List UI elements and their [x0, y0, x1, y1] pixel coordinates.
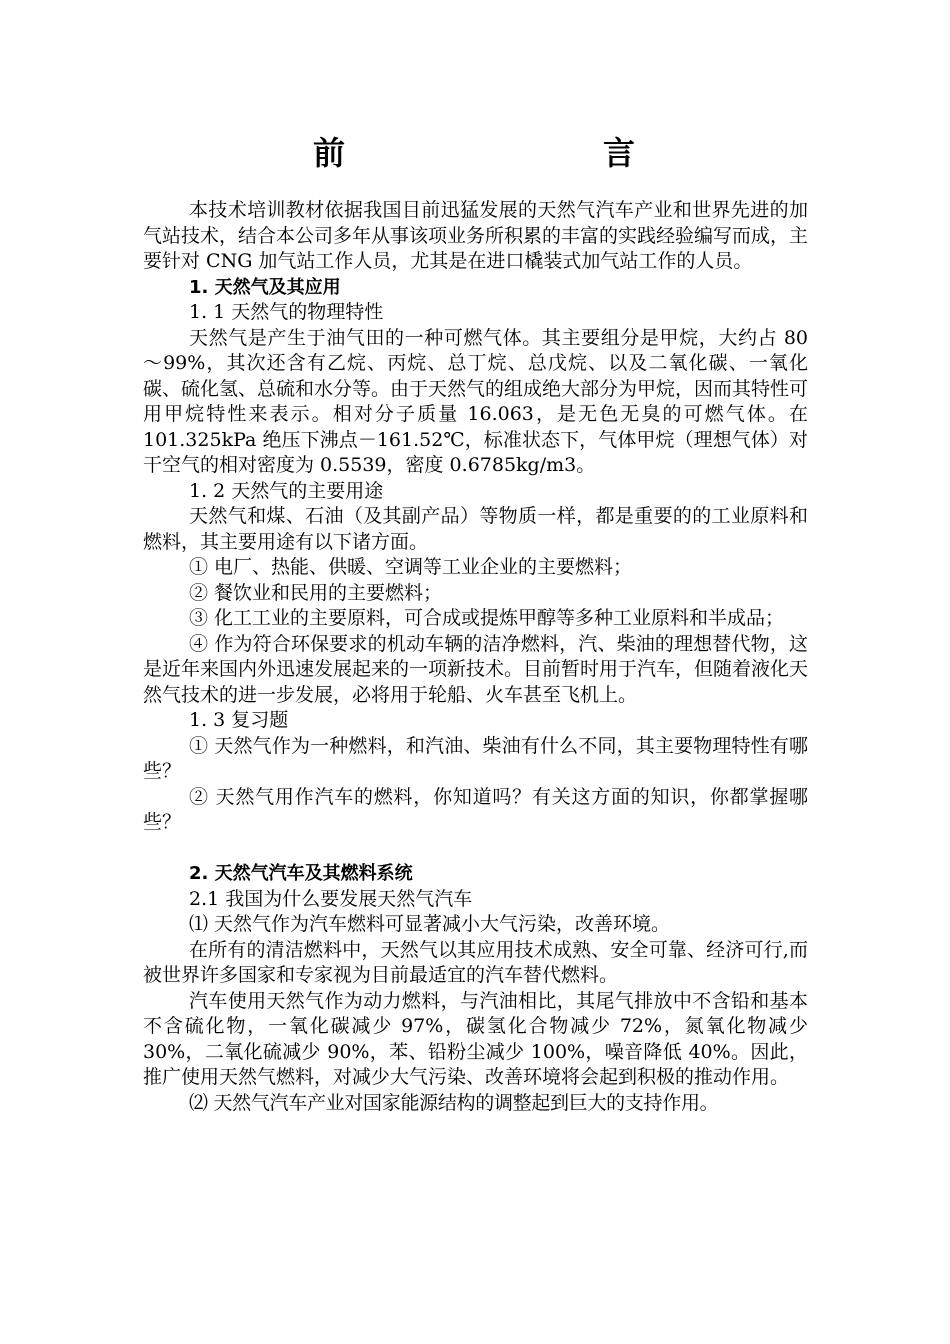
list-item: ④ 作为符合环保要求的机动车辆的洁净燃料，汽、柴油的理想替代物，这是近年来国内外迅速发展起来的一项新技术。目前暂时用于汽车，但随着液化天然气技术的进一步发展，必将用于轮船、火车甚至飞机上。 — [143, 632, 809, 706]
list-item: ① 天然气作为一种燃料，和汽油、柴油有什么不同，其主要物理特性有哪些？ — [143, 734, 808, 782]
body-paragraph: 天然气和煤、石油（及其副产品）等物质一样，都是重要的的工业原料和燃料，其主要用途有以下诸方面。 — [143, 505, 808, 553]
list-item: ⑴ 天然气作为汽车燃料可显著减小大气污染，改善环境。 — [189, 913, 671, 935]
subsection-heading: 2.1 我国为什么要发展天然气汽车 — [189, 887, 473, 910]
list-item: ② 餐饮业和民用的主要燃料； — [189, 581, 443, 604]
page-title — [0, 128, 950, 178]
subsection-heading: 1. 1 天然气的物理特性 — [189, 301, 384, 323]
list-item: ⑵ 天然气汽车产业对国家能源结构的调整起到巨大的支持作用。 — [189, 1091, 719, 1114]
subsection-heading: 1. 3 复习题 — [189, 709, 289, 731]
document-body — [143, 198, 808, 1116]
section-heading-1: 1. 天然气及其应用 — [189, 276, 341, 298]
title-char-1: 前 — [313, 134, 346, 172]
subsection-heading: 1. 2 天然气的主要用途 — [189, 479, 384, 502]
list-item: ② 天然气用作汽车的燃料，你知道吗？有关这方面的知识，你都掌握哪些？ — [143, 785, 808, 833]
body-paragraph: 汽车使用天然气作为动力燃料，与汽油相比，其尾气排放中不含铅和基本不含硫化物，一氧化碳减少 97%，碳氢化合物减少 72%，氮氧化物减少 30%，二氧化硫减少 90%，苯、铅粉尘减少 100%，噪音降低 40%。因此，推广使用天然气燃料，对减少大气污染、改善环境将会起到积极的推动作用。 — [143, 989, 808, 1088]
title-char-2: 言 — [603, 134, 636, 172]
body-paragraph: 在所有的清洁燃料中，天然气以其应用技术成熟、安全可靠、经济可行,而被世界许多国家和专家视为目前最适宜的汽车替代燃料。 — [143, 938, 808, 986]
list-item: ① 电厂、热能、供暖、空调等工业企业的主要燃料； — [189, 556, 633, 578]
list-item: ③ 化工工业的主要原料，可合成或提炼甲醇等多种工业原料和半成品； — [189, 607, 785, 629]
section-heading-2: 2. 天然气汽车及其燃料系统 — [189, 863, 413, 884]
body-paragraph: 天然气是产生于油气田的一种可燃气体。其主要组分是甲烷，大约占 80～99%，其次还含有乙烷、丙烷、总丁烷、总戊烷、以及二氧化碳、一氧化碳、硫化氢、总硫和水分等。由于天然气的组成绝大部分为甲烷，因而其特性可用甲烷特性来表示。相对分子质量 16.063，是无色无臭的可燃气体。在 101.325kPa 绝压下沸点－161.52℃，标准状态下，气体甲烷（理想气体）对干空气的相对密度为 0.5539，密度 0.6785kg/m3。 — [143, 326, 809, 476]
intro-paragraph: 本技术培训教材依据我国目前迅猛发展的天然气汽车产业和世界先进的加气站技术，结合本公司多年从事该项业务所积累的丰富的实践经验编写而成，主要针对 CNG 加气站工作人员，尤其是在进口橇装式加气站工作的人员。 — [143, 199, 809, 272]
